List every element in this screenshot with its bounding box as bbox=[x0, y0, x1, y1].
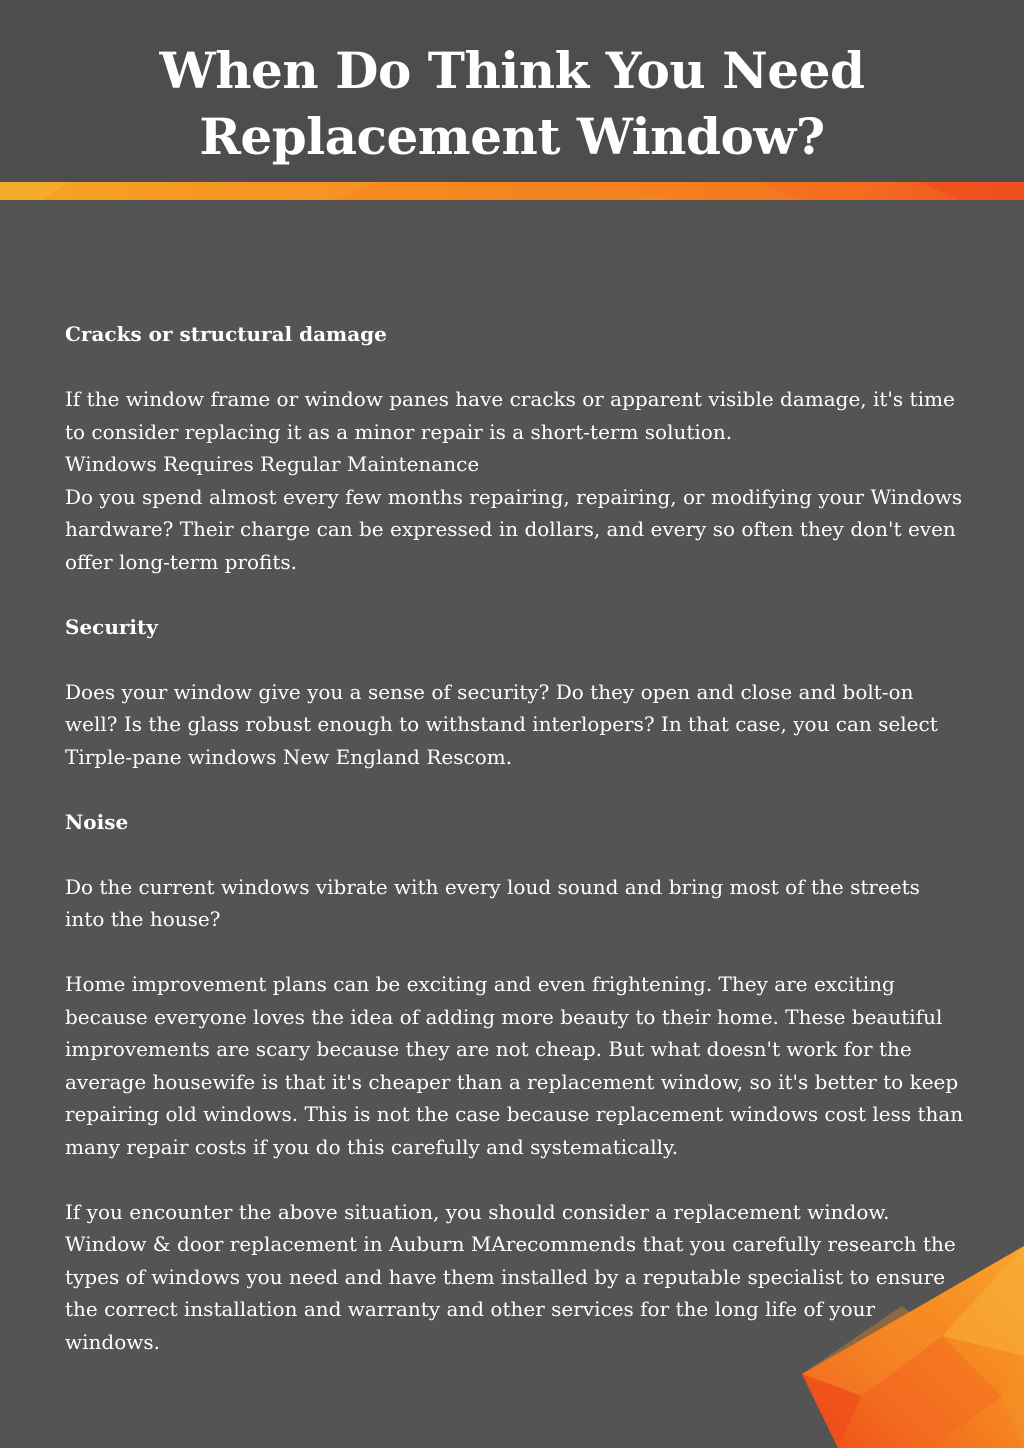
spacer bbox=[65, 351, 965, 384]
title-banner bbox=[0, 0, 1024, 182]
section-heading-noise: Noise bbox=[65, 809, 129, 834]
paragraph-maintenance: Do you spend almost every few months repairing, repairing, or modifying your Windows hardware? Their charge can be expressed in dollars, and every so often they don't even offer long-term profits. bbox=[65, 484, 963, 574]
section-heading-cracks: Cracks or structural damage bbox=[65, 322, 387, 346]
paragraph-noise: Do the current windows vibrate with every loud sound and bring most of the streets into the house? bbox=[65, 874, 920, 931]
paragraph-improvement: Home improvement plans can be exciting and even frightening. They are exciting because everyone loves the idea of adding more beauty to their home. These beautiful improvements are scary because they are not cheap. But what doesn't work for the average housewife is that it's cheaper than a replacement window, so it's better to keep repairing old windows. This is not the case because replacement windows cost less than many repair costs if you do this carefully and systematically. bbox=[65, 972, 964, 1159]
paragraph-cracks: If the window frame or window panes have cracks or apparent visible damage, it's time to consider replacing it as a minor repair is a short-term solution. bbox=[65, 387, 955, 444]
spacer bbox=[65, 773, 965, 806]
paragraph-conclusion: If you encounter the above situation, you should consider a replacement window. Window & door replacement in Auburn MArecommends that you carefully research the types of windows you need and have them installed by a reputable specialist to ensure the correct installation and warranty and other services for the long life of your windows. bbox=[65, 1199, 956, 1354]
article-body bbox=[65, 318, 965, 1358]
spacer bbox=[65, 936, 965, 969]
paragraph-security: Does your window give you a sense of security? Do they open and close and bolt-on well? Is the glass robust enough to withstand interlopers? In that case, you can select Tirple-pane windows New England Rescom. bbox=[65, 679, 938, 769]
spacer bbox=[65, 838, 965, 871]
page-title: When Do Think You Need Replacement Window? bbox=[159, 41, 865, 166]
orange-accent-bar bbox=[0, 182, 1024, 200]
accent-bar-graphic bbox=[0, 182, 1024, 200]
spacer bbox=[65, 578, 965, 611]
spacer bbox=[65, 1163, 965, 1196]
section-heading-security: Security bbox=[65, 614, 158, 639]
line-maintenance: Windows Requires Regular Maintenance bbox=[65, 452, 480, 476]
spacer bbox=[65, 643, 965, 676]
